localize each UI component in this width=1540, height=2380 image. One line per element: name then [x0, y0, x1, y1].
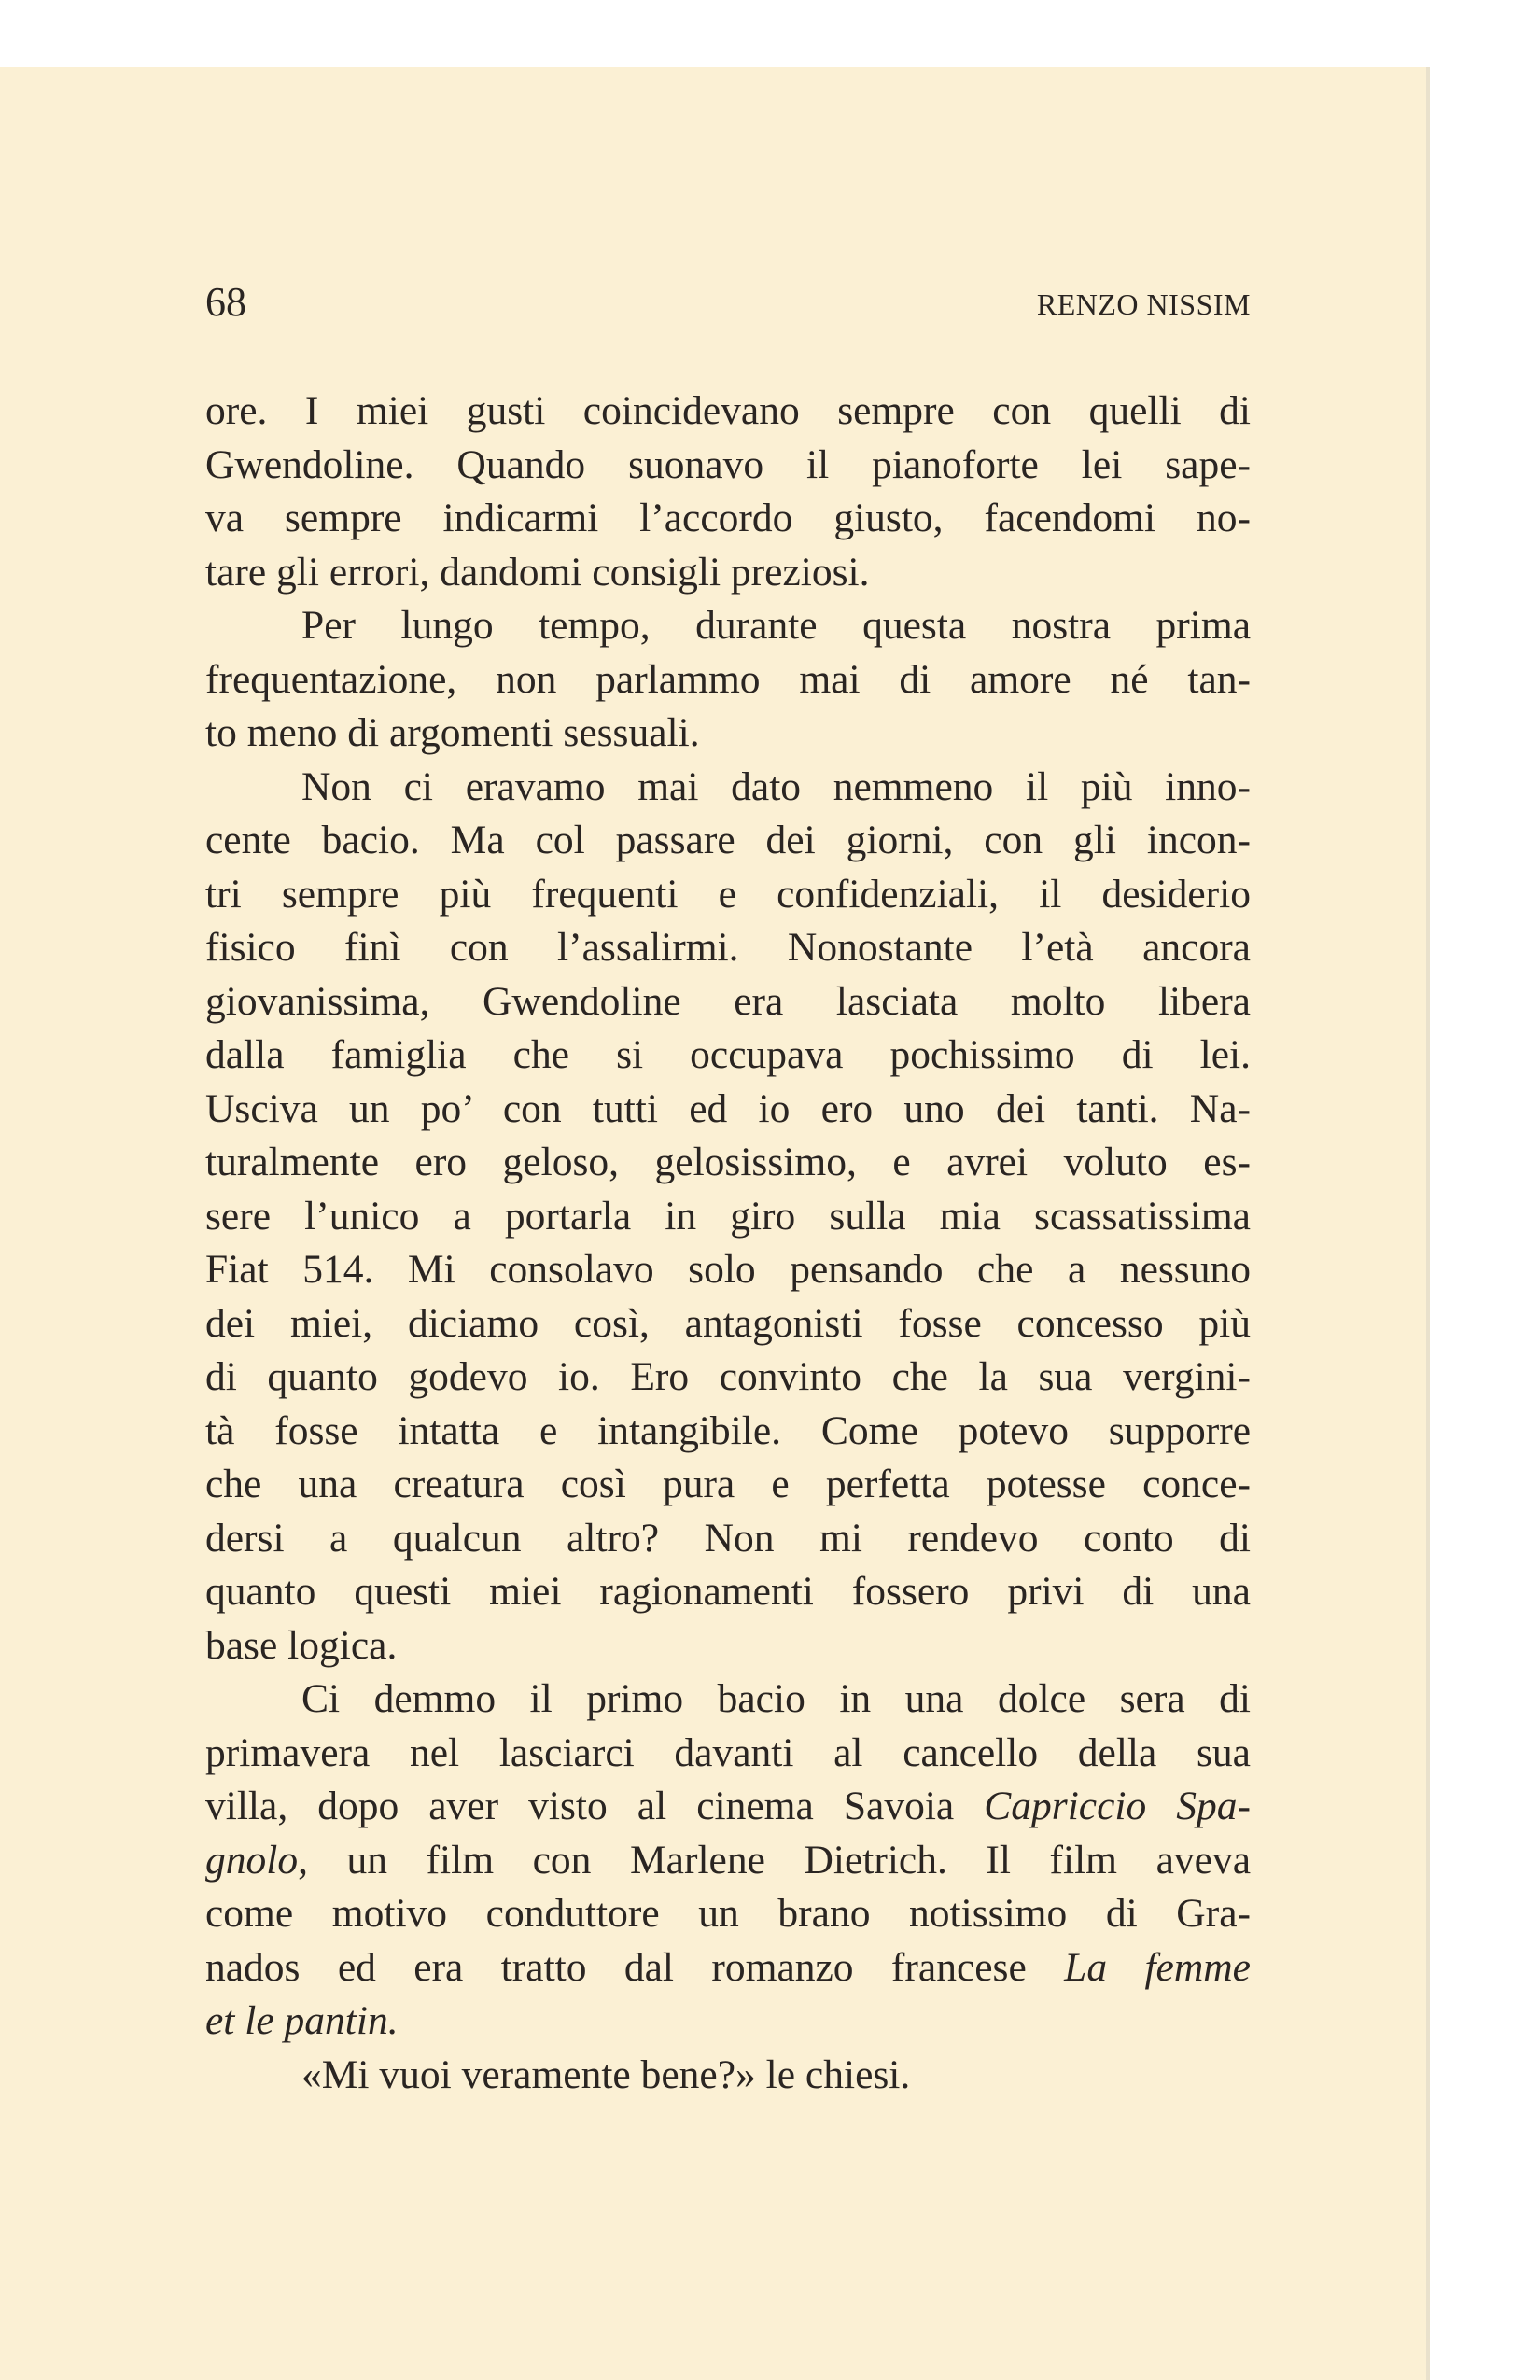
- text-line: come motivo conduttore un brano notissimo di Gra-: [205, 1891, 1251, 1936]
- text-line: to meno di argomenti sessuali.: [205, 710, 700, 755]
- text-line: di quanto godevo io. Ero convinto che la sua vergini-: [205, 1354, 1251, 1399]
- text-line-paragraph-start: Non ci eravamo mai dato nemmeno il più inno-: [301, 763, 1251, 809]
- text-line-paragraph-start: Ci demmo il primo bacio in una dolce sera di: [301, 1676, 1251, 1721]
- text-line: quanto questi miei ragionamenti fossero privi di una: [205, 1569, 1251, 1614]
- text-line: Usciva un po’ con tutti ed io ero uno dei tanti. Na-: [205, 1085, 1251, 1131]
- text-line-with-italic: [205, 1834, 1251, 1888]
- text-line: tà fosse intatta e intangibile. Come potevo supporre: [205, 1407, 1251, 1453]
- text-line: cente bacio. Ma col passare dei giorni, con gli incon-: [205, 818, 1251, 862]
- text-line: base logica.: [205, 1622, 398, 1668]
- text-line: tri sempre più frequenti e confidenziali, il desiderio: [205, 871, 1251, 917]
- page-edge: [1426, 67, 1430, 2380]
- text-line: turalmente ero geloso, gelosissimo, e avrei voluto es-: [205, 1140, 1251, 1184]
- text-line: dei miei, diciamo così, antagonisti fosse concesso più: [205, 1300, 1251, 1346]
- text-line: Gwendoline. Quando suonavo il pianoforte lei sape-: [205, 441, 1251, 487]
- text-line-paragraph-start: Per lungo tempo, durante questa nostra prima: [301, 603, 1251, 648]
- text-run: , un film con Marlene Dietrich. Il film aveva: [298, 1837, 1251, 1883]
- text-line: Fiat 514. Mi consolavo solo pensando che a nessuno: [205, 1247, 1251, 1292]
- text-line: sere l’unico a portarla in giro sulla mia scassatissima: [205, 1193, 1251, 1239]
- text-line: ore. I miei gusti coincidevano sempre con quelli di: [205, 388, 1251, 433]
- text-line: primavera nel lasciarci davanti al cancello della sua: [205, 1729, 1251, 1775]
- text-line: frequentazione, non parlammo mai di amore né tan-: [205, 656, 1251, 702]
- novel-title-italic: La femme: [1064, 1944, 1251, 1990]
- text-line: dalla famiglia che si occupava pochissimo di lei.: [205, 1032, 1251, 1077]
- text-run: nados ed era tratto dal romanzo francese: [205, 1944, 1065, 1990]
- film-title-italic: gnolo: [205, 1837, 299, 1883]
- text-line-paragraph-start: «Mi vuoi veramente bene?» le chiesi.: [301, 2051, 911, 2097]
- text-line: che una creatura così pura e perfetta potesse conce-: [205, 1462, 1251, 1506]
- text-line: va sempre indicarmi l’accordo giusto, facendomi no-: [205, 496, 1251, 540]
- text-line: tare gli errori, dandomi consigli preziosi.: [205, 549, 870, 595]
- page-header: [205, 278, 1251, 334]
- film-title-italic: Capriccio Spa-: [984, 1784, 1251, 1828]
- novel-title-italic-line: et le pantin.: [205, 1998, 399, 2043]
- text-line: giovanissima, Gwendoline era lasciata molto libera: [205, 978, 1251, 1024]
- text-run: villa, dopo aver visto al cinema Savoia: [205, 1784, 985, 1828]
- running-head-author: RENZO NISSIM: [1036, 287, 1251, 321]
- text-line-with-italic: [205, 1941, 1251, 1995]
- page-number: 68: [205, 279, 246, 325]
- text-line: dersi a qualcun altro? Non mi rendevo conto di: [205, 1515, 1251, 1561]
- text-line: fisico finì con l’assalirmi. Nonostante l’età ancora: [205, 925, 1251, 970]
- body-text: [205, 385, 1251, 2102]
- text-line-with-italic: [205, 1780, 1251, 1834]
